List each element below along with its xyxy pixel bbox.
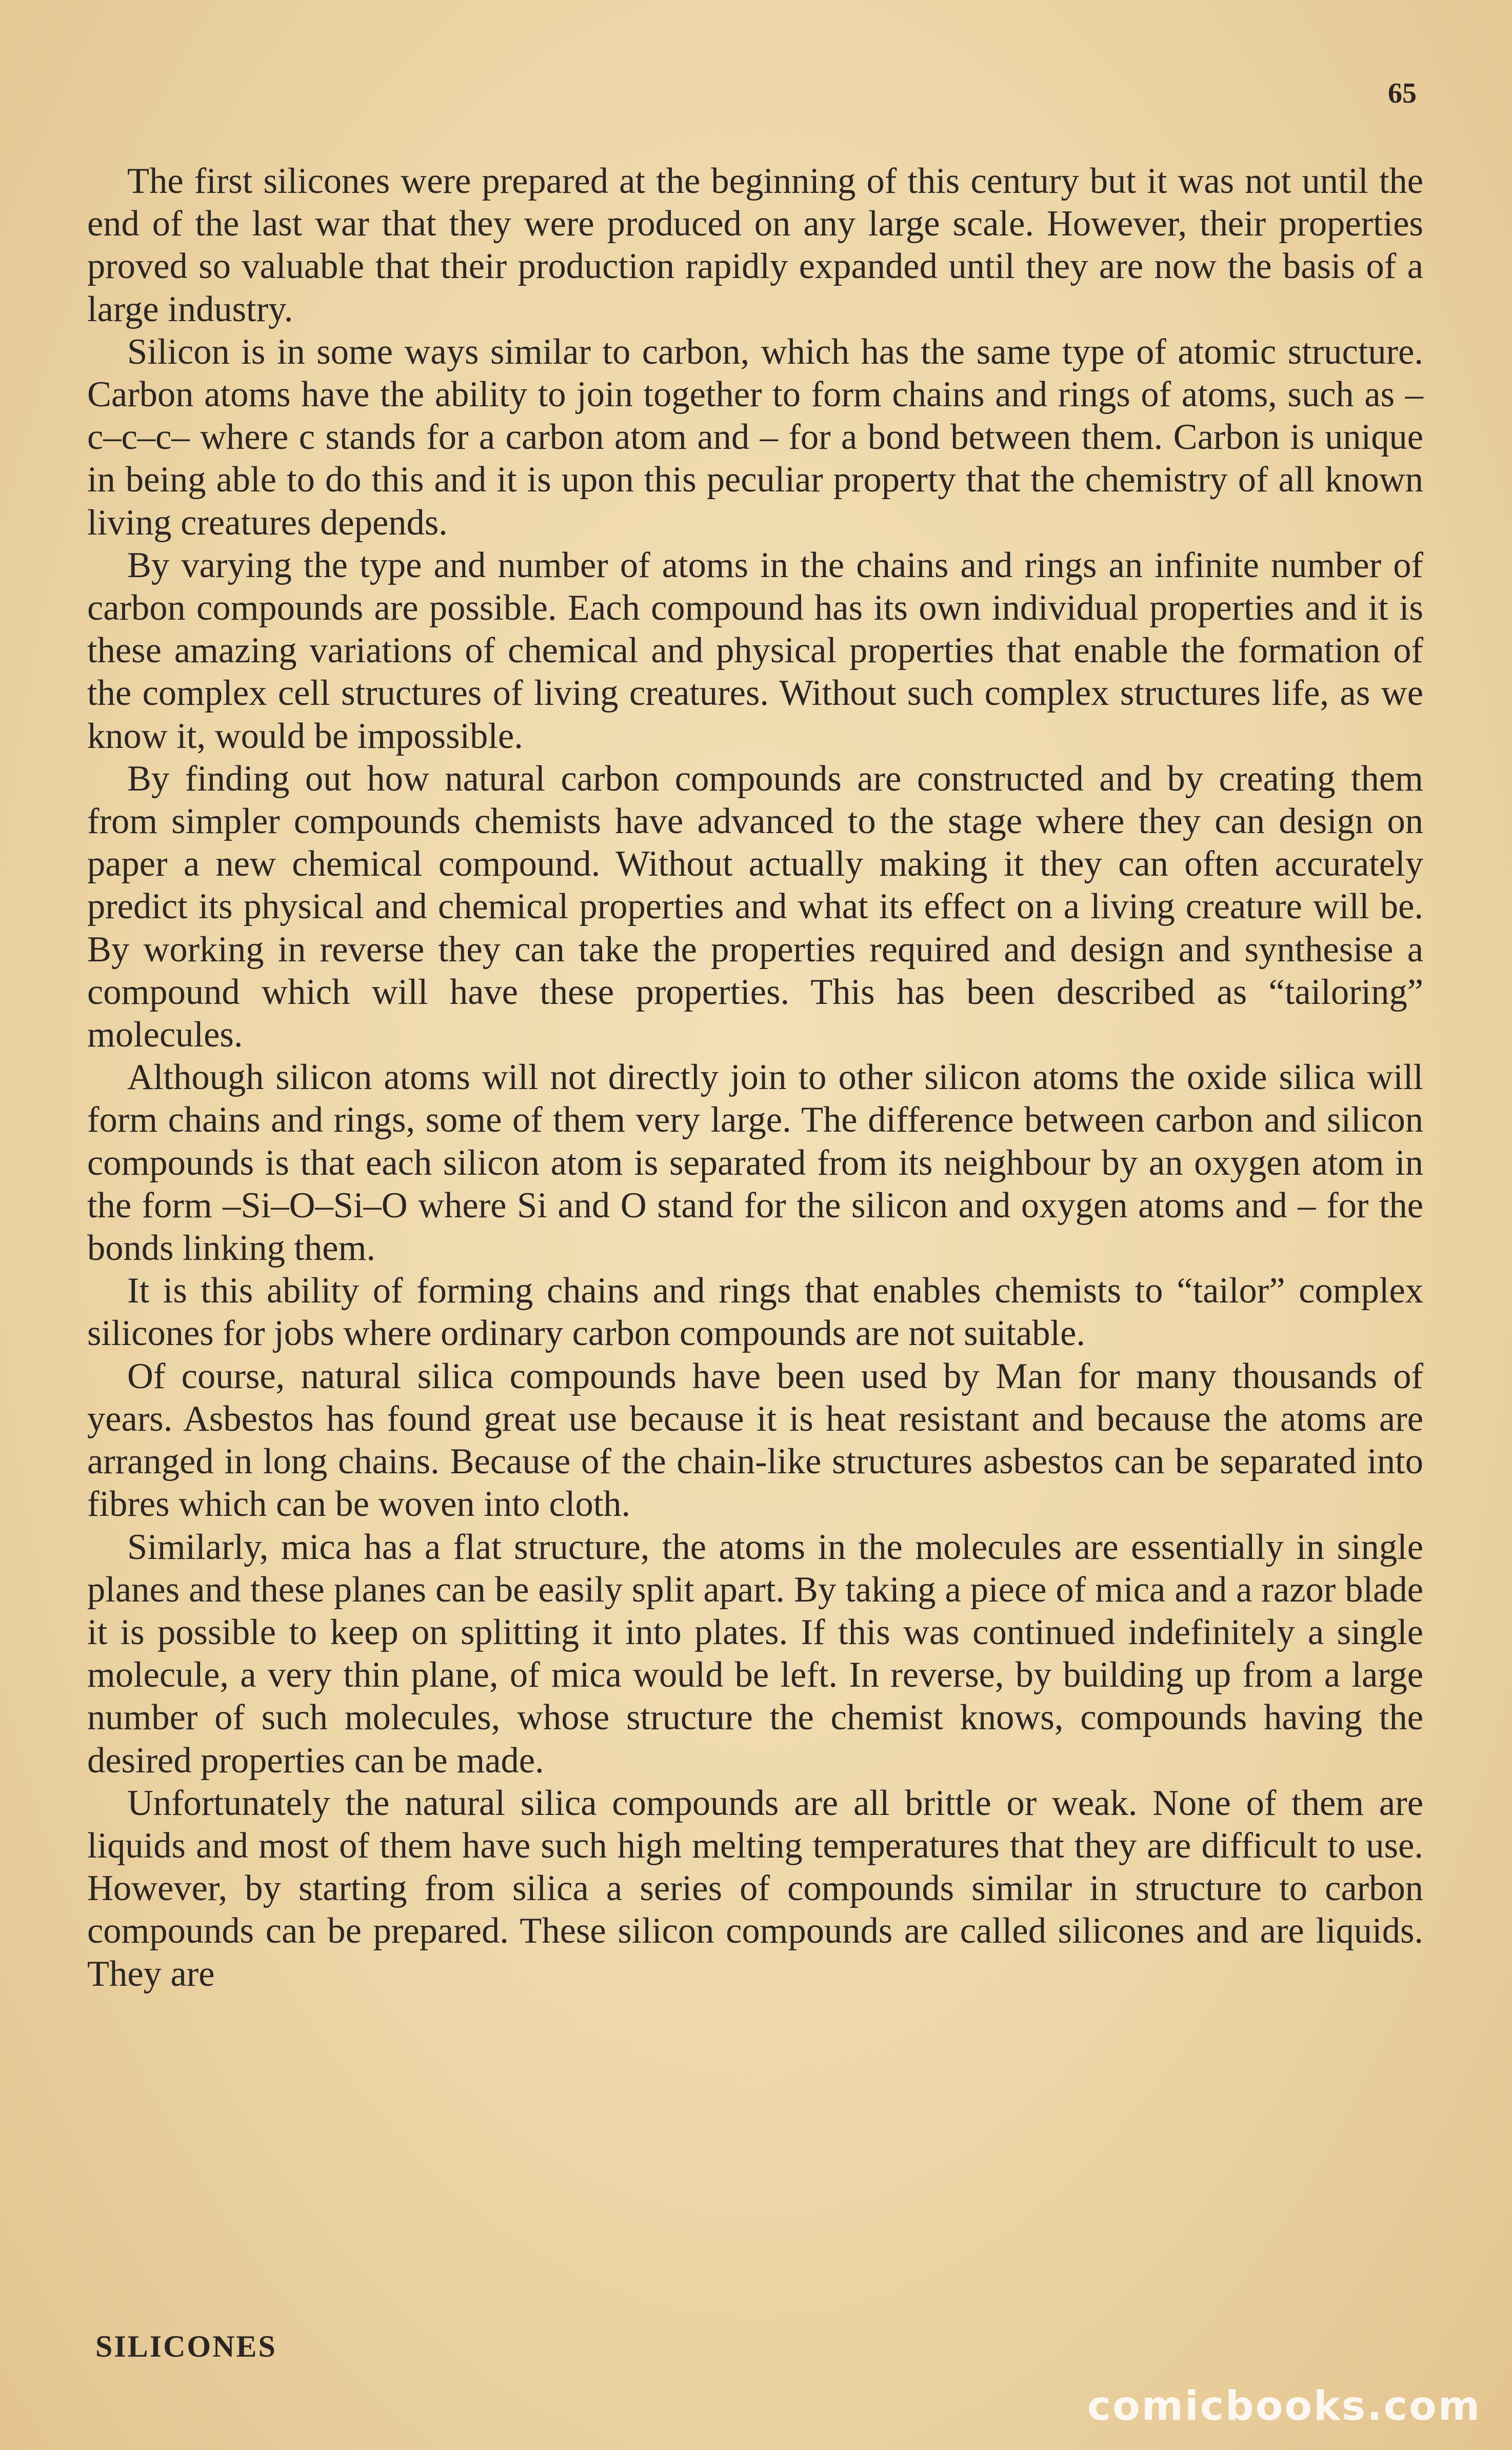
paragraph-6: It is this ability of forming chains and rings that enables chemists to “tailor” complex silicones for jobs where ordinary carbon compounds are not suitable. [87, 1271, 1423, 1354]
page-number: 65 [1388, 77, 1417, 109]
paragraph-5: Although silicon atoms will not directly join to other silicon atoms the oxide silica will form chains and rings, some of them very large. The difference between carbon and silicon compounds is that each silicon atom is separated from its neighbour by an oxygen atom in the form –Si–O–Si–O where Si and O stand for the silicon and oxygen atoms and – for the bonds linking them. [87, 1057, 1423, 1269]
body-text [87, 160, 1423, 1995]
paragraph-1: The first silicones were prepared at the beginning of this century but it was not until the end of the last war that they were produced on any large scale. However, their properties proved so valuable that their production rapidly expanded until they are now the basis of a large industry. [87, 161, 1423, 329]
watermark: comicbooks.com [1087, 2383, 1481, 2429]
paragraph-9: Unfortunately the natural silica compounds are all brittle or weak. None of them are liquids and most of them have such high melting temperatures that they are difficult to use. However, by starting from silica a series of compounds similar in structure to carbon compounds can be prepared. These silicon compounds are called silicones and are liquids. They are [87, 1783, 1423, 1994]
paragraph-4: By finding out how natural carbon compounds are constructed and by creating them from simpler compounds chemists have advanced to the stage where they can design on paper a new chemical compound. Without actually making it they can often accurately predict its physical and chemical properties and what its effect on a living creature will be. By working in reverse they can take the properties required and design and synthesise a compound which will have these properties. This has been described as “tailoring” molecules. [87, 758, 1423, 1055]
footer-title: SILICONES [95, 2329, 277, 2363]
paragraph-3: By varying the type and number of atoms in the chains and rings an infinite number of carbon compounds are possible. Each compound has its own individual properties and it is these amazing variations of chemical and physical properties that enable the formation of the complex cell structures of living creatures. Without such complex structures life, as we know it, would be impossible. [87, 545, 1423, 756]
paragraph-7: Of course, natural silica compounds have been used by Man for many thousands of years. Asbestos has found great use because it is heat resistant and because the atoms are arranged in long chains. Because of the chain-like structures asbestos can be separated into fibres which can be woven into cloth. [87, 1356, 1423, 1525]
paragraph-8: Similarly, mica has a flat structure, the atoms in the molecules are essentially in single planes and these planes can be easily split apart. By taking a piece of mica and a razor blade it is possible to keep on splitting it into plates. If this was continued indefinitely a single molecule, a very thin plane, of mica would be left. In reverse, by building up from a large number of such molecules, whose structure the chemist knows, compounds having the desired properties can be made. [87, 1527, 1423, 1781]
paragraph-2: Silicon is in some ways similar to carbon, which has the same type of atomic structure. Carbon atoms have the ability to join together to form chains and rings of atoms, such as –c–c–c– where c stands for a carbon atom and – for a bond between them. Carbon is unique in being able to do this and it is upon this peculiar property that the chemistry of all known living creatures depends. [87, 331, 1423, 543]
